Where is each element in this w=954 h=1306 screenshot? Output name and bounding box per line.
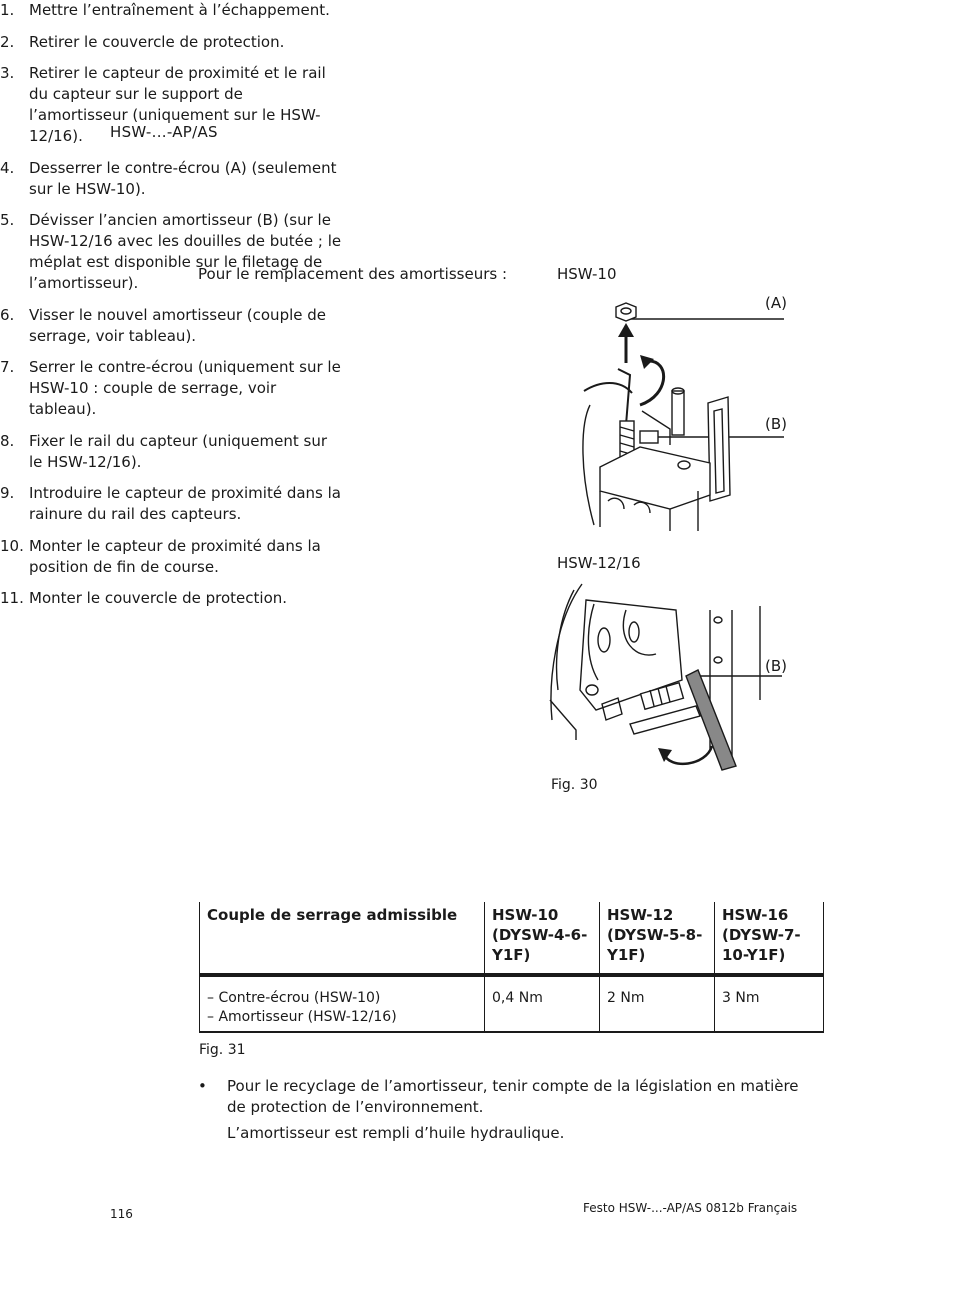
- figure-label-hsw10: HSW-10: [557, 265, 617, 283]
- note-text: L’amortisseur est rempli d’huile hydraulique.: [227, 1124, 565, 1142]
- torque-table: [199, 902, 824, 1033]
- intro-text: Pour le remplacement des amortisseurs :: [198, 265, 508, 283]
- table-header-row: [200, 902, 824, 975]
- hsw10-illustration: [580, 295, 790, 535]
- table-cell: 2 Nm: [600, 975, 715, 1032]
- figure-caption-30: Fig. 30: [551, 777, 598, 793]
- procedure-steps: [0, 0, 345, 609]
- page-number: 116: [110, 1207, 133, 1221]
- step-item: 1. Mettre l’entraînement à l’échappement.: [0, 1, 330, 19]
- figure-label-hsw12-16: HSW-12/16: [557, 554, 641, 572]
- step-item: 4. Desserrer le contre-écrou (A) (seulement sur le HSW-10).: [0, 158, 337, 198]
- table-header-cell: HSW-10 (DYSW-4-6-Y1F): [485, 902, 600, 975]
- table-row: [200, 975, 824, 1032]
- table-cell-label: – Contre-écrou (HSW-10) – Amortisseur (HSW-12/16): [200, 975, 485, 1032]
- step-item: 9. Introduire le capteur de proximité dans la rainure du rail des capteurs.: [0, 484, 341, 523]
- step-item: 10. Monter le capteur de proximité dans la position de fin de course.: [0, 536, 321, 576]
- step-item: 3. Retirer le capteur de proximité et le rail du capteur sur le support de l’amortisseur (uniquement sur le HSW-12/16).: [0, 64, 326, 145]
- table-cell: 3 Nm: [715, 975, 824, 1032]
- callout-b-bottom: (B): [765, 657, 787, 675]
- footer-doc: Festo HSW-...-AP/AS 0812b Français: [583, 1201, 798, 1215]
- table-cell: 0,4 Nm: [485, 975, 600, 1032]
- bullet-icon: •: [198, 1077, 207, 1095]
- table-header-cell: HSW-16 (DYSW-7-10-Y1F): [715, 902, 824, 975]
- figure-caption-31: Fig. 31: [199, 1042, 246, 1058]
- callout-a: (A): [765, 294, 787, 312]
- step-item: 7. Serrer le contre-écrou (uniquement sur le HSW-10 : couple de serrage, voir tableau).: [0, 358, 341, 418]
- step-item: 6. Visser le nouvel amortisseur (couple de serrage, voir tableau).: [0, 305, 327, 345]
- bullet-item: • Pour le recyclage de l’amortisseur, tenir compte de la législation en matière de protection de l’environnement.: [198, 1077, 799, 1116]
- step-item: 2. Retirer le couvercle de protection.: [0, 32, 285, 51]
- table-header-cell: HSW-12 (DYSW-5-8-Y1F): [600, 902, 715, 975]
- callout-b-top: (B): [765, 415, 787, 433]
- running-header: HSW-...-AP/AS: [110, 123, 218, 141]
- step-item: 5. Dévisser l’ancien amortisseur (B) (sur le HSW-12/16 avec les douilles de butée ; le méplat est disponible sur le filetage de l’amortisseur).: [0, 211, 342, 292]
- step-item: 11. Monter le couvercle de protection.: [0, 589, 288, 607]
- hsw12-16-illustration: [546, 580, 788, 772]
- table-header-cell: Couple de serrage admissible: [200, 902, 485, 975]
- step-item: 8. Fixer le rail du capteur (uniquement sur le HSW-12/16).: [0, 431, 327, 471]
